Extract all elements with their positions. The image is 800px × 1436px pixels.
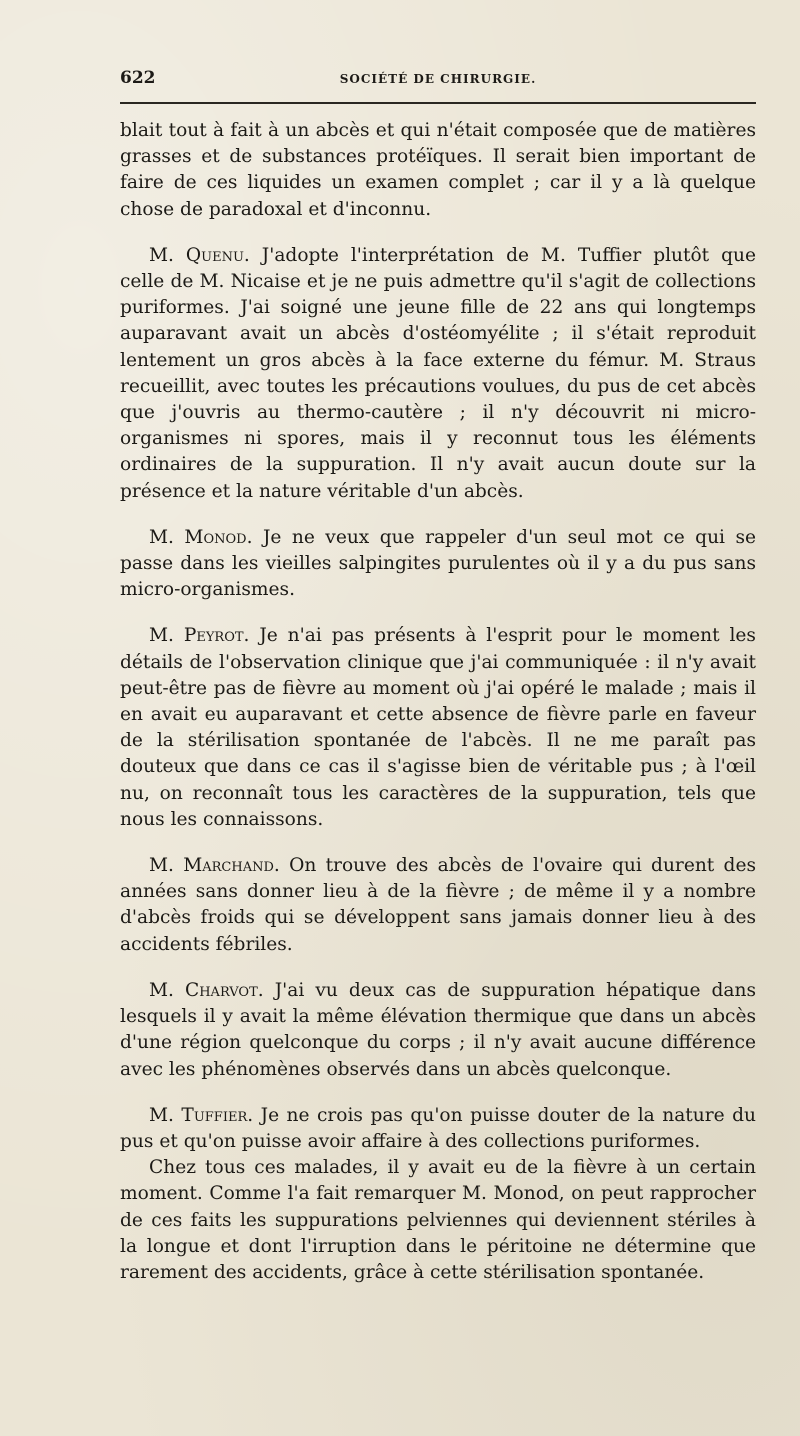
paragraph-tuffier bbox=[120, 1103, 756, 1155]
paragraph-quenu bbox=[120, 243, 756, 505]
speaker-name: M. Peyrot. bbox=[149, 625, 250, 647]
paragraph-peyrot bbox=[120, 623, 756, 833]
header-rule bbox=[120, 102, 756, 104]
paragraph-text: Je ne veux que rappeler d'un seul mot ce qui se passe dans les vieilles salpingites purulentes où il y a du pus sans micro-organismes. bbox=[120, 526, 756, 601]
body-text bbox=[120, 118, 756, 1306]
paragraph-continuation bbox=[120, 118, 756, 223]
paragraph-text: Chez tous ces malades, il y avait eu de la fièvre à un certain moment. Comme l'a fait remarquer M. Monod, on peut rapprocher de ces faits les suppurations pelviennes qui deviennent stériles à la longue et dont l'irruption dans le péritoine ne détermine que rarement des accidents, grâce à cette stérilisation spontanée. bbox=[120, 1157, 756, 1283]
paragraph-text: Je n'ai pas présents à l'esprit pour le moment les détails de l'observation clinique que j'ai communiquée : il n'y avait peut-être pas de fièvre au moment où j'ai opéré le malade ; mais il en avait eu auparavant et cette absence de fièvre parle en faveur de la stérilisation spontanée de l'abcès. Il ne me paraît pas douteux que dans ce cas il s'agisse bien de véritable pus ; à l'œil nu, on reconnaît tous les caractères de la suppuration, tels que nous les connaissons. bbox=[120, 625, 756, 830]
speaker-name: M. Marchand. bbox=[149, 855, 280, 877]
paragraph-text: J'ai vu deux cas de suppuration hépatique dans lesquels il y avait la même élévation thermique que dans un abcès d'une région quelconque du corps ; il n'y avait aucune différence avec les phénomènes observés dans un abcès quelconque. bbox=[120, 979, 756, 1080]
paragraph-text: blait tout à fait à un abcès et qui n'était composée que de matières grasses et de substances protéïques. Il serait bien important de faire de ces liquides un examen complet ; car il y a là quelque chose de paradoxal et d'inconnu. bbox=[120, 120, 756, 220]
running-head: SOCIÉTÉ DE CHIRURGIE. bbox=[339, 72, 537, 86]
speaker-name: M. Charvot. bbox=[149, 979, 264, 1001]
speaker-name: M. Quenu. bbox=[149, 244, 250, 266]
paragraph-marchand bbox=[120, 853, 756, 958]
paragraph-text: On trouve des abcès de l'ovaire qui durent des années sans donner lieu à de la fièvre ; de même il y a nombre d'abcès froids qui se développent sans jamais donner lieu à des accidents fébriles. bbox=[120, 855, 756, 955]
page-header bbox=[120, 66, 756, 96]
paragraph-monod bbox=[120, 525, 756, 604]
speaker-name: M. Tuffier. bbox=[149, 1104, 254, 1126]
speaker-name: M. Monod. bbox=[149, 526, 253, 548]
page-number: 622 bbox=[120, 68, 156, 88]
paragraph-text: Je ne crois pas qu'on puisse douter de la nature du pus et qu'on puisse avoir affaire à des collections puriformes. bbox=[120, 1104, 756, 1152]
paragraph-charvot bbox=[120, 978, 756, 1083]
paragraph-text: J'adopte l'interprétation de M. Tuffier plutôt que celle de M. Nicaise et je ne puis admettre qu'il s'agit de collections puriformes. J'ai soigné une jeune fille de 22 ans qui longtemps auparavant avait un abcès d'ostéomyélite ; il s'était reproduit lentement un gros abcès à la face externe du fémur. M. Straus recueillit, avec toutes les précautions voulues, du pus de cet abcès que j'ouvris au thermo-cautère ; il n'y découvrit ni micro-organismes ni spores, mais il y reconnut tous les éléments ordinaires de la suppuration. Il n'y avait aucun doute sur la présence et la nature véritable d'un abcès. bbox=[120, 244, 756, 502]
paragraph-tuffier-continued bbox=[120, 1155, 756, 1286]
